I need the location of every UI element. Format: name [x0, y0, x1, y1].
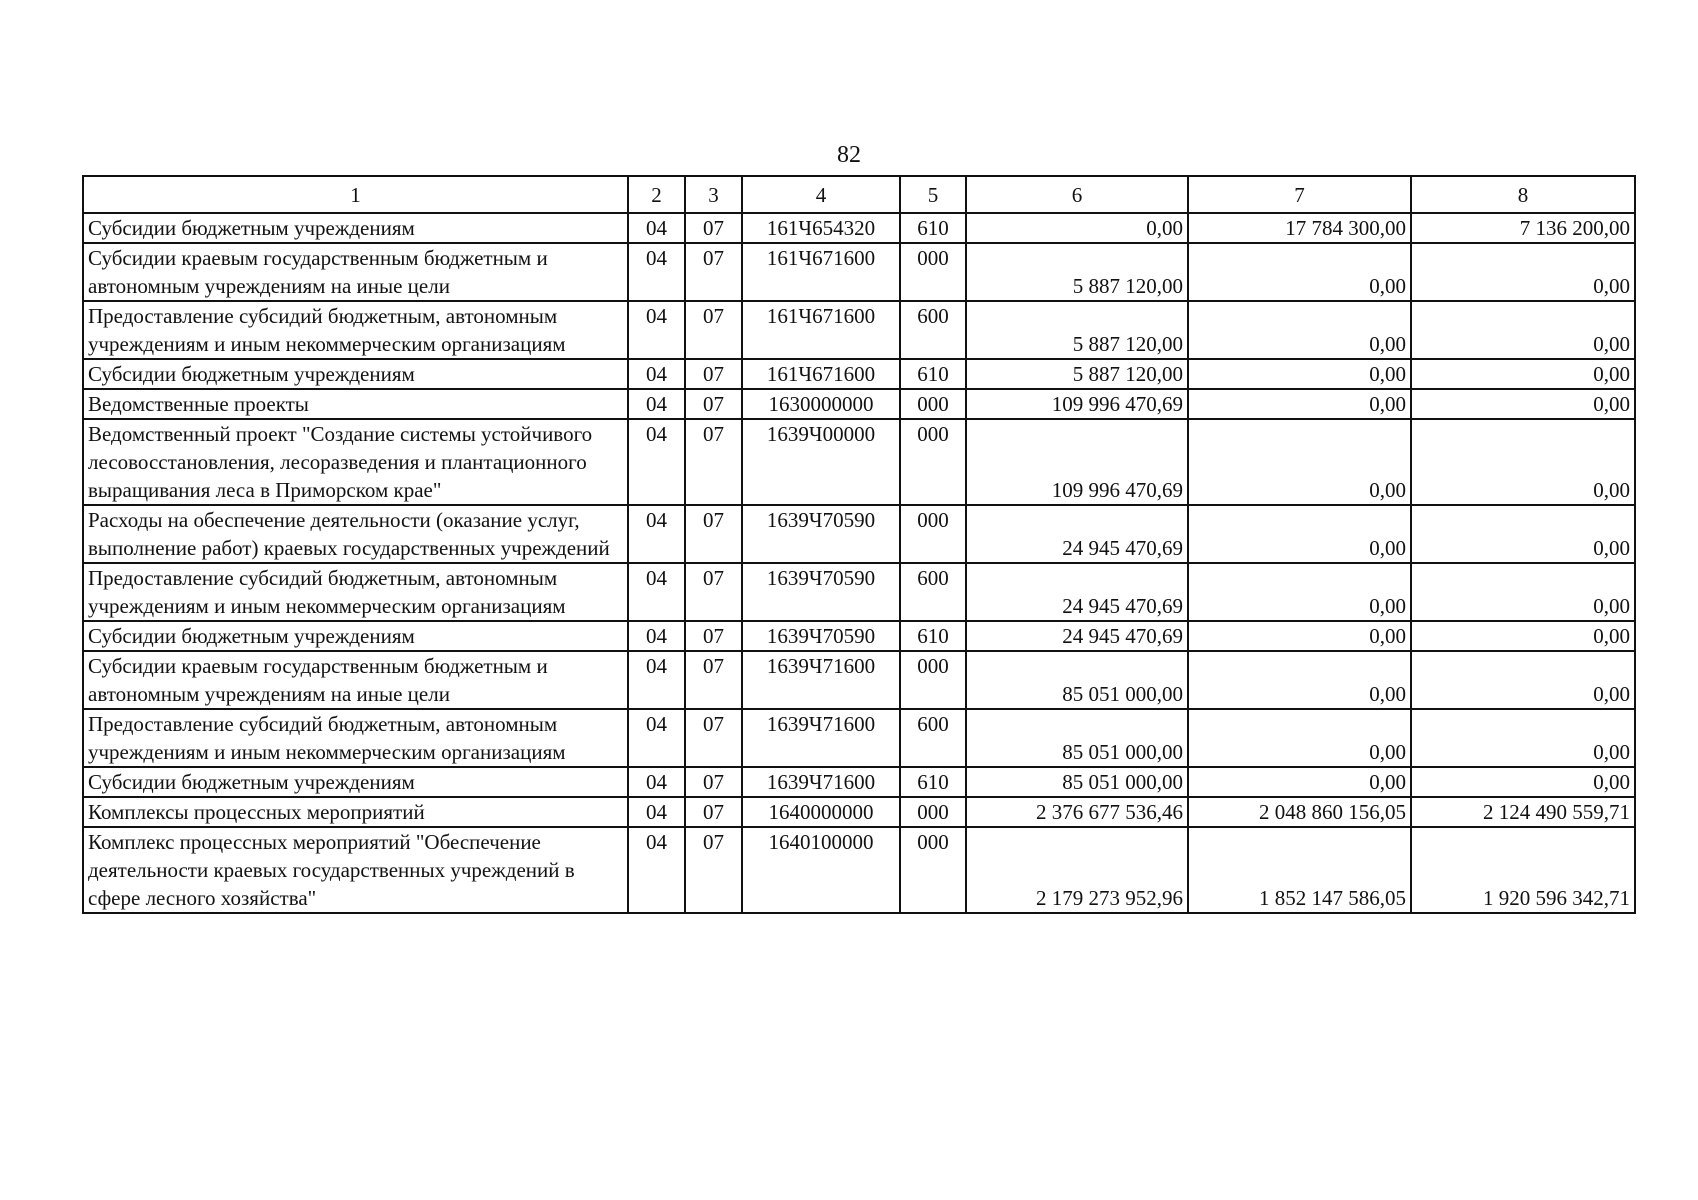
- amount-column-6-cell: 24 945 470,69: [966, 505, 1188, 563]
- table-row: [83, 243, 1635, 301]
- row-name-cell: Расходы на обеспечение деятельности (оказание услуг, выполнение работ) краевых государственных учреждений: [83, 505, 628, 563]
- subsection-code-cell: 07: [685, 505, 742, 563]
- amount-column-8-cell: 0,00: [1411, 389, 1635, 419]
- amount-column-6-cell: 85 051 000,00: [966, 651, 1188, 709]
- target-article-cell: 1639Ч70590: [742, 621, 900, 651]
- row-name-cell: Субсидии краевым государственным бюджетным и автономным учреждениям на иные цели: [83, 243, 628, 301]
- expense-type-cell: 000: [900, 389, 966, 419]
- expense-type-cell: 610: [900, 213, 966, 243]
- expense-type-cell: 610: [900, 767, 966, 797]
- row-name-cell: Комплексы процессных мероприятий: [83, 797, 628, 827]
- amount-column-6-cell: 85 051 000,00: [966, 709, 1188, 767]
- amount-column-6-cell: 24 945 470,69: [966, 621, 1188, 651]
- target-article-cell: 161Ч671600: [742, 301, 900, 359]
- section-code-cell: 04: [628, 359, 685, 389]
- expense-type-cell: 610: [900, 621, 966, 651]
- section-code-cell: 04: [628, 505, 685, 563]
- row-name-cell: Ведомственные проекты: [83, 389, 628, 419]
- row-name-cell: Субсидии бюджетным учреждениям: [83, 359, 628, 389]
- row-name-cell: Предоставление субсидий бюджетным, автономным учреждениям и иным некоммерческим организациям: [83, 563, 628, 621]
- amount-column-7-cell: 0,00: [1188, 301, 1411, 359]
- row-name-cell: Субсидии бюджетным учреждениям: [83, 767, 628, 797]
- subsection-code-cell: 07: [685, 213, 742, 243]
- subsection-code-cell: 07: [685, 827, 742, 913]
- amount-column-8-cell: 0,00: [1411, 419, 1635, 505]
- section-code-cell: 04: [628, 827, 685, 913]
- amount-column-8-cell: 0,00: [1411, 767, 1635, 797]
- target-article-cell: 161Ч671600: [742, 243, 900, 301]
- table-row: [83, 301, 1635, 359]
- column-header: 5: [900, 176, 966, 213]
- table-row: [83, 767, 1635, 797]
- table-row: [83, 797, 1635, 827]
- amount-column-6-cell: 2 376 677 536,46: [966, 797, 1188, 827]
- subsection-code-cell: 07: [685, 709, 742, 767]
- column-header: 2: [628, 176, 685, 213]
- target-article-cell: 1639Ч71600: [742, 651, 900, 709]
- subsection-code-cell: 07: [685, 563, 742, 621]
- column-header: 6: [966, 176, 1188, 213]
- section-code-cell: 04: [628, 709, 685, 767]
- section-code-cell: 04: [628, 767, 685, 797]
- amount-column-8-cell: 1 920 596 342,71: [1411, 827, 1635, 913]
- amount-column-6-cell: 109 996 470,69: [966, 419, 1188, 505]
- subsection-code-cell: 07: [685, 243, 742, 301]
- subsection-code-cell: 07: [685, 419, 742, 505]
- subsection-code-cell: 07: [685, 651, 742, 709]
- amount-column-8-cell: 0,00: [1411, 243, 1635, 301]
- expense-type-cell: 600: [900, 563, 966, 621]
- table-row: [83, 505, 1635, 563]
- expense-type-cell: 600: [900, 709, 966, 767]
- expense-type-cell: 000: [900, 419, 966, 505]
- row-name-cell: Субсидии бюджетным учреждениям: [83, 213, 628, 243]
- target-article-cell: 1630000000: [742, 389, 900, 419]
- amount-column-7-cell: 0,00: [1188, 709, 1411, 767]
- section-code-cell: 04: [628, 621, 685, 651]
- table-row: [83, 709, 1635, 767]
- section-code-cell: 04: [628, 213, 685, 243]
- column-header: 1: [83, 176, 628, 213]
- table-row: [83, 651, 1635, 709]
- target-article-cell: 1639Ч71600: [742, 709, 900, 767]
- amount-column-7-cell: 17 784 300,00: [1188, 213, 1411, 243]
- amount-column-8-cell: 2 124 490 559,71: [1411, 797, 1635, 827]
- row-name-cell: Предоставление субсидий бюджетным, автономным учреждениям и иным некоммерческим организациям: [83, 709, 628, 767]
- amount-column-8-cell: 0,00: [1411, 505, 1635, 563]
- amount-column-8-cell: 0,00: [1411, 651, 1635, 709]
- target-article-cell: 1640000000: [742, 797, 900, 827]
- amount-column-7-cell: 0,00: [1188, 359, 1411, 389]
- column-header: 4: [742, 176, 900, 213]
- table-row: [83, 213, 1635, 243]
- section-code-cell: 04: [628, 651, 685, 709]
- amount-column-6-cell: 5 887 120,00: [966, 243, 1188, 301]
- expense-type-cell: 000: [900, 651, 966, 709]
- row-name-cell: Ведомственный проект "Создание системы устойчивого лесовосстановления, лесоразведения и плантационного выращивания леса в Приморском крае": [83, 419, 628, 505]
- expense-type-cell: 000: [900, 797, 966, 827]
- table-row: [83, 827, 1635, 913]
- table-row: [83, 563, 1635, 621]
- subsection-code-cell: 07: [685, 359, 742, 389]
- section-code-cell: 04: [628, 797, 685, 827]
- row-name-cell: Комплекс процессных мероприятий "Обеспечение деятельности краевых государственных учреждений в сфере лесного хозяйства": [83, 827, 628, 913]
- expense-type-cell: 600: [900, 301, 966, 359]
- amount-column-7-cell: 0,00: [1188, 389, 1411, 419]
- amount-column-8-cell: 0,00: [1411, 621, 1635, 651]
- column-header: 8: [1411, 176, 1635, 213]
- subsection-code-cell: 07: [685, 301, 742, 359]
- table-row: [83, 359, 1635, 389]
- budget-table: [82, 175, 1636, 914]
- target-article-cell: 161Ч671600: [742, 359, 900, 389]
- table-row: [83, 419, 1635, 505]
- row-name-cell: Субсидии бюджетным учреждениям: [83, 621, 628, 651]
- table-row: [83, 621, 1635, 651]
- table-row: [83, 389, 1635, 419]
- amount-column-6-cell: 24 945 470,69: [966, 563, 1188, 621]
- expense-type-cell: 000: [900, 505, 966, 563]
- subsection-code-cell: 07: [685, 797, 742, 827]
- target-article-cell: 1639Ч70590: [742, 505, 900, 563]
- amount-column-6-cell: 5 887 120,00: [966, 359, 1188, 389]
- amount-column-8-cell: 7 136 200,00: [1411, 213, 1635, 243]
- amount-column-6-cell: 109 996 470,69: [966, 389, 1188, 419]
- section-code-cell: 04: [628, 301, 685, 359]
- row-name-cell: Предоставление субсидий бюджетным, автономным учреждениям и иным некоммерческим организациям: [83, 301, 628, 359]
- amount-column-7-cell: 0,00: [1188, 767, 1411, 797]
- amount-column-7-cell: 0,00: [1188, 563, 1411, 621]
- row-name-cell: Субсидии краевым государственным бюджетным и автономным учреждениям на иные цели: [83, 651, 628, 709]
- expense-type-cell: 610: [900, 359, 966, 389]
- amount-column-8-cell: 0,00: [1411, 359, 1635, 389]
- section-code-cell: 04: [628, 563, 685, 621]
- amount-column-8-cell: 0,00: [1411, 563, 1635, 621]
- amount-column-7-cell: 0,00: [1188, 651, 1411, 709]
- amount-column-7-cell: 0,00: [1188, 419, 1411, 505]
- column-header: 3: [685, 176, 742, 213]
- section-code-cell: 04: [628, 389, 685, 419]
- target-article-cell: 161Ч654320: [742, 213, 900, 243]
- amount-column-7-cell: 1 852 147 586,05: [1188, 827, 1411, 913]
- amount-column-6-cell: 85 051 000,00: [966, 767, 1188, 797]
- target-article-cell: 1639Ч00000: [742, 419, 900, 505]
- amount-column-7-cell: 0,00: [1188, 621, 1411, 651]
- subsection-code-cell: 07: [685, 621, 742, 651]
- amount-column-8-cell: 0,00: [1411, 709, 1635, 767]
- amount-column-7-cell: 0,00: [1188, 505, 1411, 563]
- amount-column-6-cell: 0,00: [966, 213, 1188, 243]
- page-number: 82: [837, 142, 861, 168]
- subsection-code-cell: 07: [685, 767, 742, 797]
- amount-column-8-cell: 0,00: [1411, 301, 1635, 359]
- amount-column-6-cell: 5 887 120,00: [966, 301, 1188, 359]
- header-row: [83, 176, 1635, 213]
- section-code-cell: 04: [628, 243, 685, 301]
- target-article-cell: 1640100000: [742, 827, 900, 913]
- target-article-cell: 1639Ч70590: [742, 563, 900, 621]
- amount-column-6-cell: 2 179 273 952,96: [966, 827, 1188, 913]
- column-header: 7: [1188, 176, 1411, 213]
- section-code-cell: 04: [628, 419, 685, 505]
- expense-type-cell: 000: [900, 243, 966, 301]
- amount-column-7-cell: 0,00: [1188, 243, 1411, 301]
- target-article-cell: 1639Ч71600: [742, 767, 900, 797]
- expense-type-cell: 000: [900, 827, 966, 913]
- subsection-code-cell: 07: [685, 389, 742, 419]
- amount-column-7-cell: 2 048 860 156,05: [1188, 797, 1411, 827]
